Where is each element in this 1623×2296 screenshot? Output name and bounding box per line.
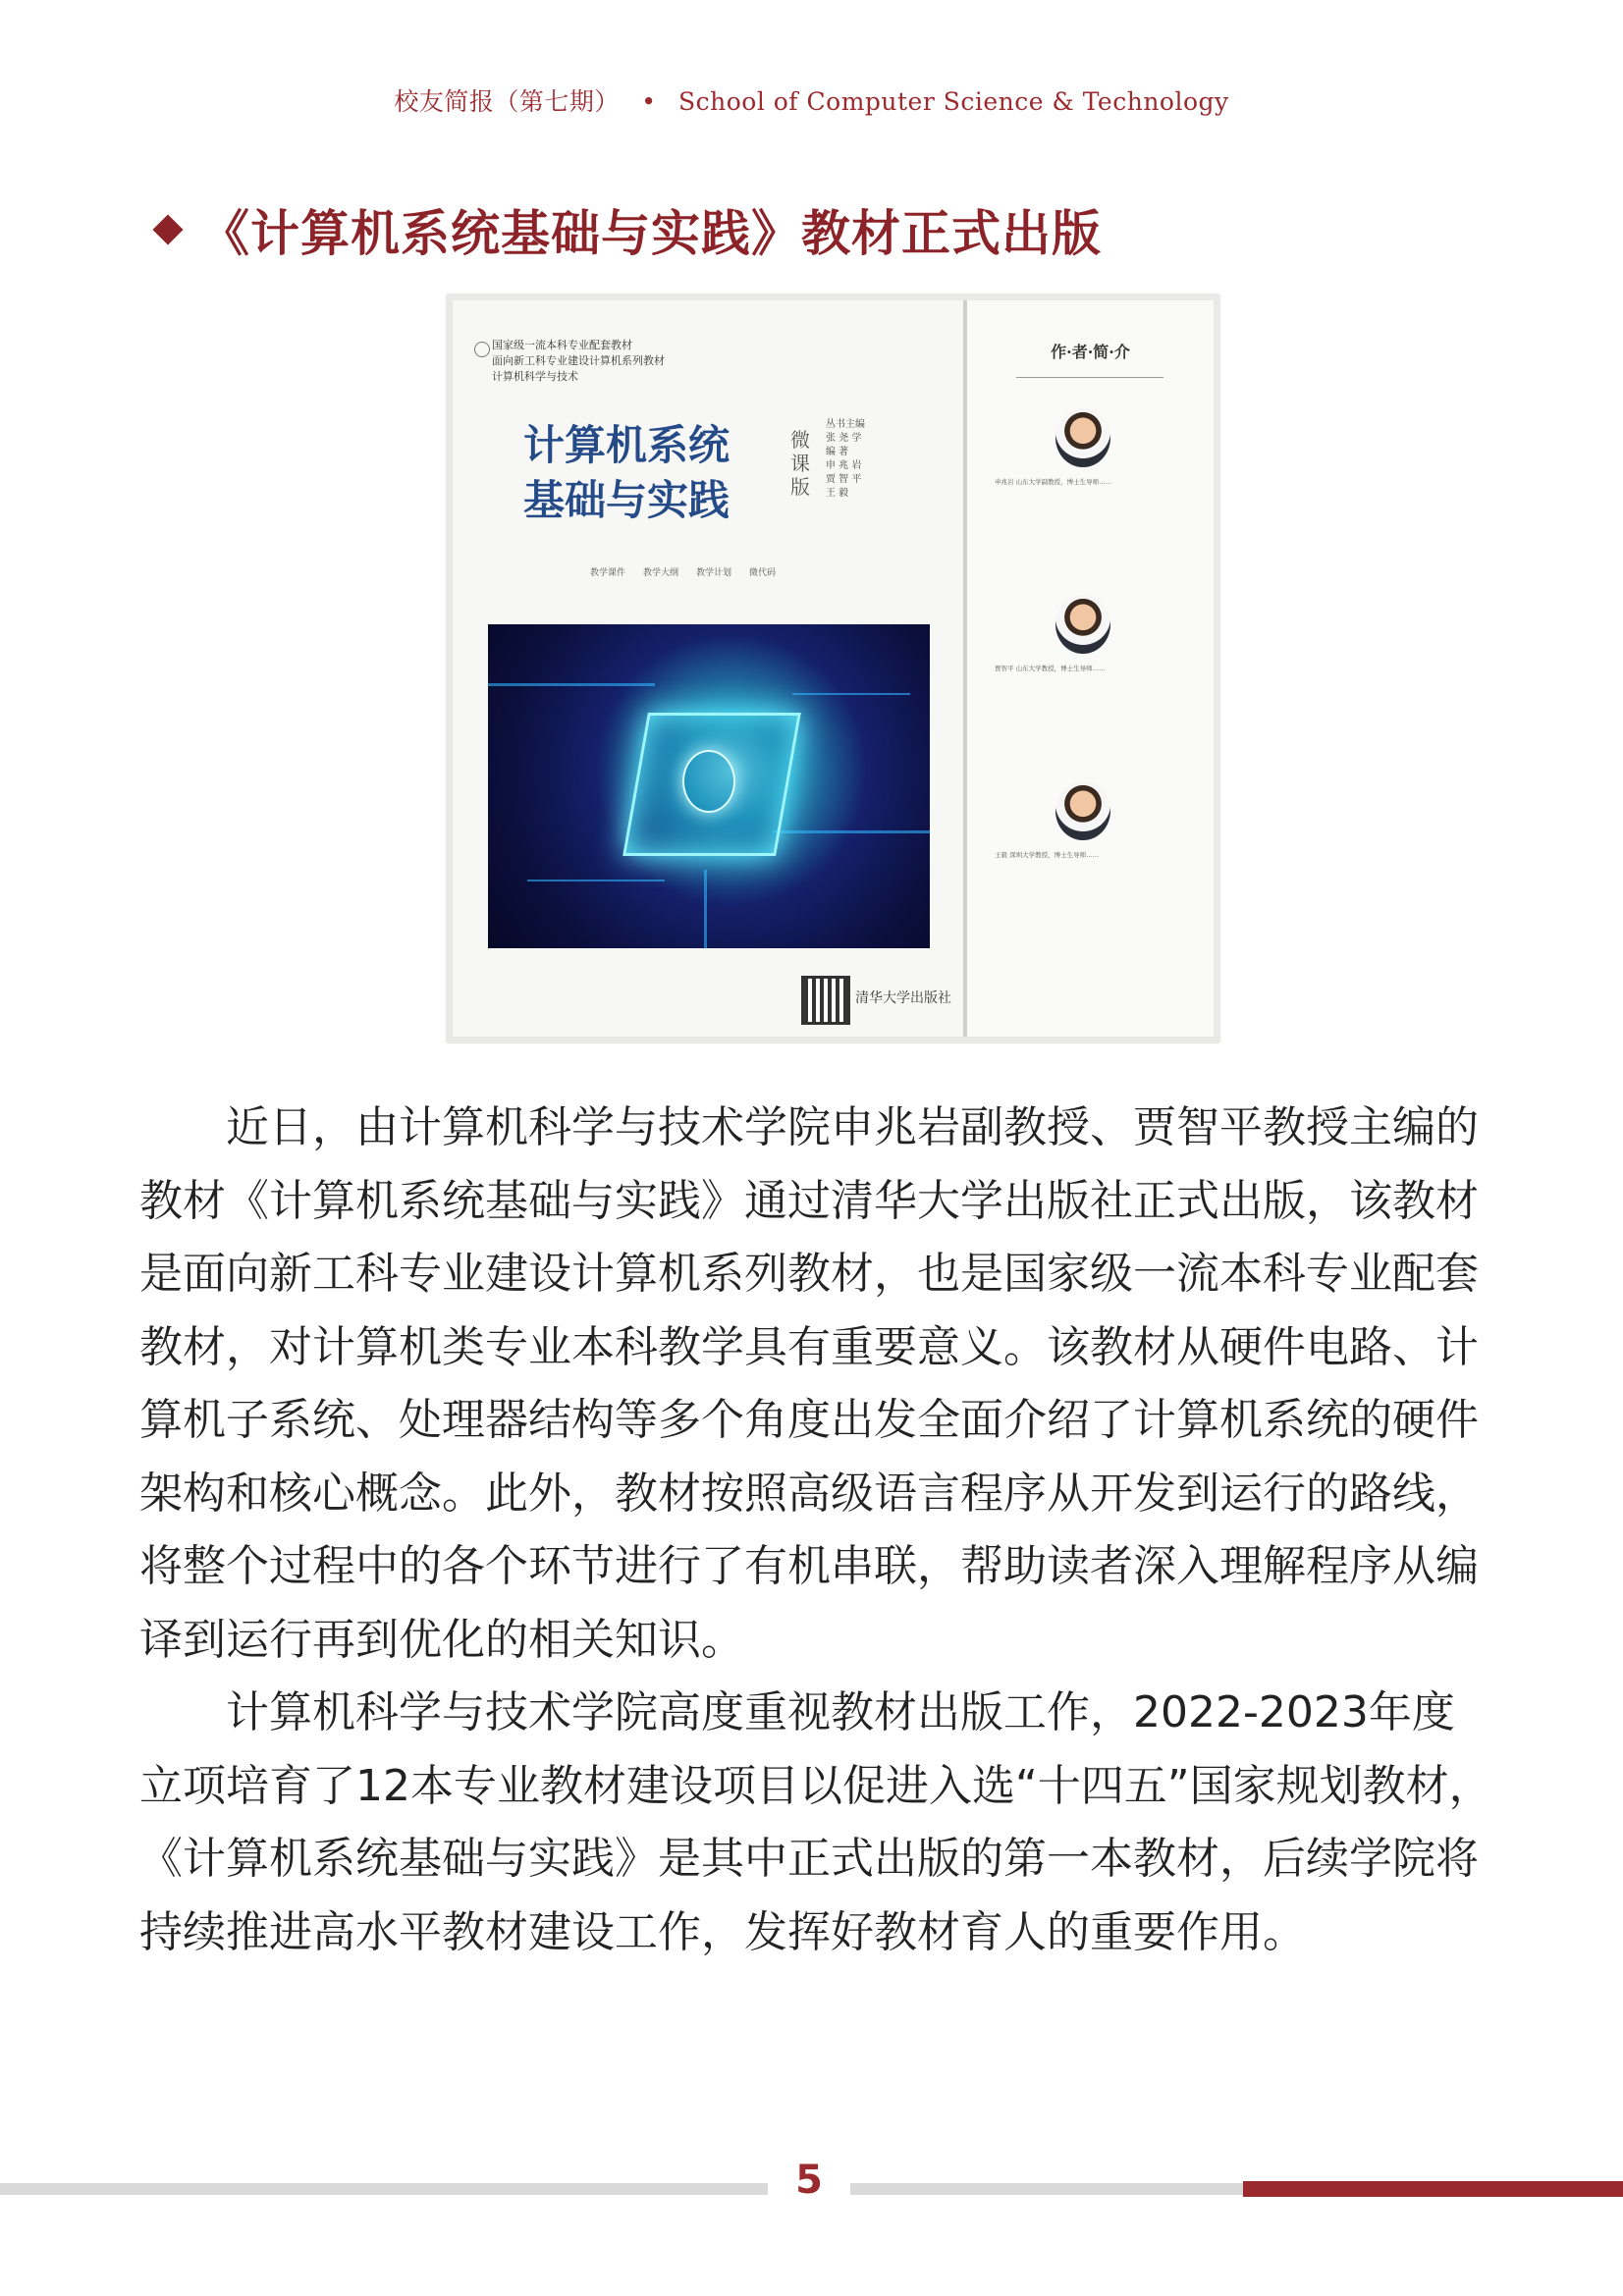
body-paragraph: 计算机科学与技术学院高度重视教材出版工作，2022-2023年度立项培育了12本专业教材建设项目以促进入选“十四五”国家规划教材，《计算机系统基础与实践》是其中正式出版的第一本教材，后续学院将持续推进高水平教材建设工作，发挥好教材育人的重要作用。 xyxy=(139,1687,1492,1957)
author-avatar xyxy=(1055,408,1110,467)
author-line: 编 著 xyxy=(826,447,849,457)
resource-item: 微代码 xyxy=(749,568,777,578)
book-back-cover xyxy=(967,300,1214,1037)
divider xyxy=(1016,377,1163,378)
book-front-cover xyxy=(453,300,963,1037)
author-intro-heading: 作·者·简·介 xyxy=(1051,343,1130,361)
series-line: 国家级一流本科专业配套教材 xyxy=(492,339,632,351)
book-publisher: 清华大学出版社 xyxy=(855,990,951,1006)
resource-item: 教学大纲 xyxy=(643,568,679,578)
footer-bar-left xyxy=(0,2183,768,2195)
book-photo xyxy=(447,294,1219,1042)
page-number: 5 xyxy=(795,2158,823,2203)
resource-item: 教学计划 xyxy=(696,568,732,578)
article-title-text: 《计算机系统基础与实践》教材正式出版 xyxy=(200,205,1102,262)
cover-chip-artwork xyxy=(488,624,930,948)
edition-mark: 微课版 xyxy=(790,428,810,499)
author-bio: 王毅 深圳大学教授，博士生导师…… xyxy=(995,851,1100,859)
book-cover-title xyxy=(523,418,730,528)
header-issue: 校友简报（第七期） xyxy=(394,87,620,116)
footer-accent-bar xyxy=(1243,2181,1623,2197)
article-body xyxy=(139,1092,1494,1969)
diamond-bullet-icon xyxy=(152,214,183,244)
book-series-info xyxy=(492,338,665,385)
author-line: 张 尧 学 xyxy=(826,433,862,444)
chip-core-icon xyxy=(682,750,735,813)
header-school: School of Computer Science & Technology xyxy=(677,87,1229,116)
author-line: 丛书主编 xyxy=(826,419,865,430)
author-line: 申 兆 岩 xyxy=(826,460,862,471)
university-seal-icon xyxy=(474,342,490,357)
page-header xyxy=(0,82,1623,118)
author-line: 贾 智 平 xyxy=(826,474,862,485)
author-avatar xyxy=(1055,781,1110,840)
author-bio: 贾智平 山东大学教授，博士生导师…… xyxy=(995,665,1106,672)
qr-code-icon xyxy=(801,976,850,1025)
author-avatar xyxy=(1055,595,1110,654)
article-title xyxy=(157,194,1102,265)
resource-item: 教学课件 xyxy=(590,568,626,578)
book-resources xyxy=(590,565,776,578)
series-line: 面向新工科专业建设计算机系列教材 xyxy=(492,354,665,367)
footer-bar-right xyxy=(850,2183,1243,2195)
book-title-line: 基础与实践 xyxy=(523,476,730,524)
book-title-line: 计算机系统 xyxy=(523,421,730,469)
series-line: 计算机科学与技术 xyxy=(492,370,578,383)
book-authors xyxy=(826,418,894,501)
header-separator: • xyxy=(641,87,657,116)
body-paragraph: 近日，由计算机科学与技术学院申兆岩副教授、贾智平教授主编的教材《计算机系统基础与实践》通过清华大学出版社正式出版，该教材是面向新工科专业建设计算机系列教材，也是国家级一流本科专业配套教材，对计算机类专业本科教学具有重要意义。该教材从硬件电路、计算机子系统、处理器结构等多个角度出发全面介绍了计算机系统的硬件架构和核心概念。此外，教材按照高级语言程序从开发到运行的路线，将整个过程中的各个环节进行了有机串联，帮助读者深入理解程序从编译到运行再到优化的相关知识。 xyxy=(139,1102,1479,1665)
author-line: 王 毅 xyxy=(826,488,849,499)
author-bio: 申兆岩 山东大学副教授，博士生导师…… xyxy=(995,478,1112,486)
